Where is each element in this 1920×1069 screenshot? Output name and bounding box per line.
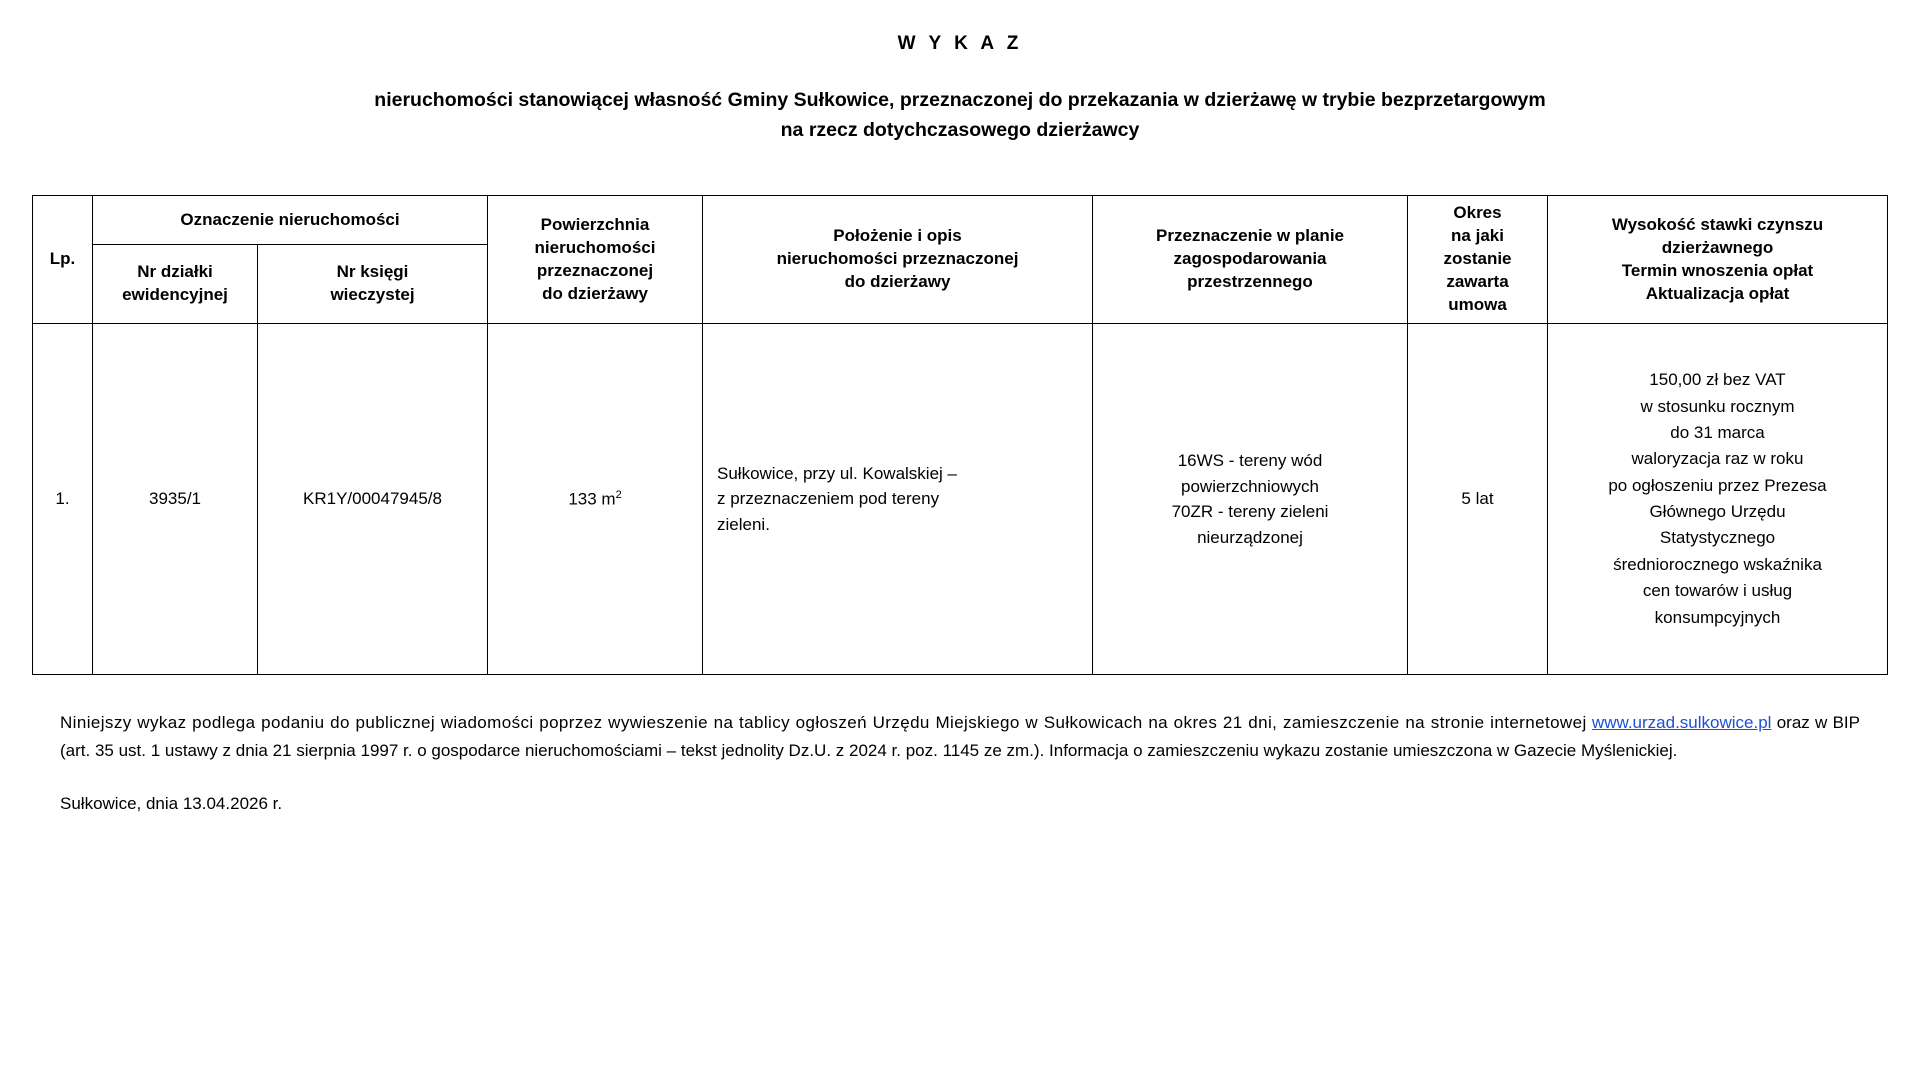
cell-przeznaczenie-line-3: 70ZR - tereny zieleni: [1171, 502, 1329, 522]
cell-przeznaczenie-line-1: 16WS - tereny wód: [1177, 451, 1323, 471]
subtitle-line-2: na rzecz dotychczasowego dzierżawcy: [780, 119, 1140, 142]
cell-powierzchnia-exponent: 2: [615, 488, 622, 501]
document-page: [0, 33, 1920, 1069]
cell-wysokosc-line-5: po ogłoszeniu przez Prezesa: [1608, 475, 1827, 495]
header-nr-dzialki: [93, 244, 258, 323]
page-title: W Y K A Z: [897, 33, 1023, 54]
cell-powierzchnia-value: 133 m: [568, 489, 616, 509]
wykaz-table: [32, 195, 1888, 675]
header-przeznaczenie-line-1: Przeznaczenie w planie: [1155, 226, 1344, 246]
footnote-part-1: Niniejszy wykaz podlega podaniu do publicznej wiadomości poprzez wywieszenie na tablicy ogłoszeń Urzędu Miejskiego w Sułkowicach na okres 21 dni, zamieszczenie na stronie internetowej: [60, 713, 1587, 733]
cell-polozenie-line-2: z przeznaczeniem pod tereny: [717, 489, 940, 509]
cell-wysokosc-line-4: waloryzacja raz w roku: [1631, 449, 1804, 469]
header-wysokosc-stawki: [1548, 196, 1888, 324]
header-okres-umowy: [1408, 196, 1548, 324]
header-polozenie-line-2: nieruchomości przeznaczonej: [776, 249, 1019, 269]
header-nr-ksiegi-line-2: wieczystej: [330, 284, 415, 304]
header-przeznaczenie-line-3: przestrzennego: [1187, 272, 1313, 292]
cell-wysokosc-line-10: konsumpcyjnych: [1654, 607, 1781, 627]
cell-wysokosc-line-2: w stosunku rocznym: [1640, 396, 1795, 416]
header-nr-dzialki-line-2: ewidencyjnej: [122, 284, 228, 304]
cell-wysokosc: [1548, 324, 1888, 675]
cell-przeznaczenie: [1093, 324, 1408, 675]
subtitle-line-1: nieruchomości stanowiącej własność Gminy Sułkowice, przeznaczonej do przekazania w dzierżawę w trybie bezprzetargowym: [374, 89, 1546, 111]
header-okres-line-4: zawarta: [1446, 272, 1509, 292]
header-powierzchnia-line-1: Powierzchnia: [540, 214, 650, 234]
header-lp: Lp.: [33, 196, 93, 324]
header-wysokosc-line-1: Wysokość stawki czynszu: [1611, 214, 1824, 234]
header-powierzchnia-line-4: do dzierżawy: [542, 283, 648, 303]
header-polozenie-line-1: Położenie i opis: [833, 226, 962, 246]
header-wysokosc-line-3: Termin wnoszenia opłat: [1621, 260, 1814, 280]
cell-powierzchnia: [488, 324, 703, 675]
cell-wysokosc-line-3: do 31 marca: [1670, 423, 1765, 443]
cell-przeznaczenie-line-2: powierzchniowych: [1181, 476, 1319, 496]
cell-polozenie-line-3: zieleni.: [717, 514, 770, 534]
header-oznaczenie-nieruchomosci: Oznaczenie nieruchomości: [93, 196, 488, 244]
footnote-part-2: oraz w BIP (art. 35 ust. 1 ustawy z dnia 21 sierpnia 1997 r. o gospodarce nieruchomościami – tekst jednolity Dz.U. z 2024 r. poz. 1145 ze zm.). Informacja o zamieszczeniu wykazu zostanie umieszczona w Gazecie Myślenickiej.: [60, 713, 1860, 760]
header-okres-line-5: umowa: [1448, 295, 1507, 315]
cell-wysokosc-line-7: Statystycznego: [1659, 528, 1776, 548]
cell-wysokosc-line-9: cen towarów i usług: [1642, 581, 1793, 601]
header-polozenie-i-opis: [703, 196, 1093, 324]
header-wysokosc-line-2: dzierżawnego: [1661, 237, 1774, 257]
cell-lp: 1.: [33, 324, 93, 675]
table-header: [33, 196, 1888, 324]
header-powierzchnia: [488, 196, 703, 324]
cell-polozenie-line-1: Sułkowice, przy ul. Kowalskiej –: [717, 463, 957, 483]
header-okres-line-3: zostanie: [1443, 249, 1512, 269]
cell-wysokosc-line-6: Głównego Urzędu: [1649, 502, 1786, 522]
page-subtitle: [150, 85, 1770, 145]
header-powierzchnia-line-3: przeznaczonej: [536, 260, 654, 280]
header-okres-line-2: na jaki: [1451, 226, 1504, 246]
header-nr-ksiegi-line-1: Nr księgi: [336, 262, 409, 282]
header-przeznaczenie-line-2: zagospodarowania: [1173, 249, 1327, 269]
cell-okres: 5 lat: [1408, 324, 1548, 675]
cell-przeznaczenie-line-4: nieurządzonej: [1197, 527, 1303, 547]
place-and-date: Sułkowice, dnia 13.04.2026 r.: [60, 794, 283, 814]
cell-wysokosc-line-8: średniorocznego wskaźnika: [1613, 554, 1822, 574]
header-polozenie-line-3: do dzierżawy: [844, 272, 951, 292]
cell-polozenie: [703, 324, 1093, 675]
cell-wysokosc-line-1: 150,00 zł bez VAT: [1649, 370, 1786, 390]
header-wysokosc-line-4: Aktualizacja opłat: [1645, 283, 1790, 303]
header-przeznaczenie-w-planie: [1093, 196, 1408, 324]
cell-nr-dzialki: 3935/1: [93, 324, 258, 675]
header-nr-ksiegi: [258, 244, 488, 323]
table-body: [33, 324, 1888, 675]
header-nr-dzialki-line-1: Nr działki: [137, 262, 213, 282]
table-row: [33, 324, 1888, 675]
table-header-row-1: [33, 196, 1888, 244]
header-powierzchnia-line-2: nieruchomości: [534, 237, 656, 257]
cell-nr-ksiegi: KR1Y/00047945/8: [258, 324, 488, 675]
website-link[interactable]: www.urzad.sulkowice.pl: [1591, 713, 1772, 733]
header-okres-line-1: Okres: [1453, 203, 1502, 223]
footnote-paragraph: [60, 709, 1860, 764]
